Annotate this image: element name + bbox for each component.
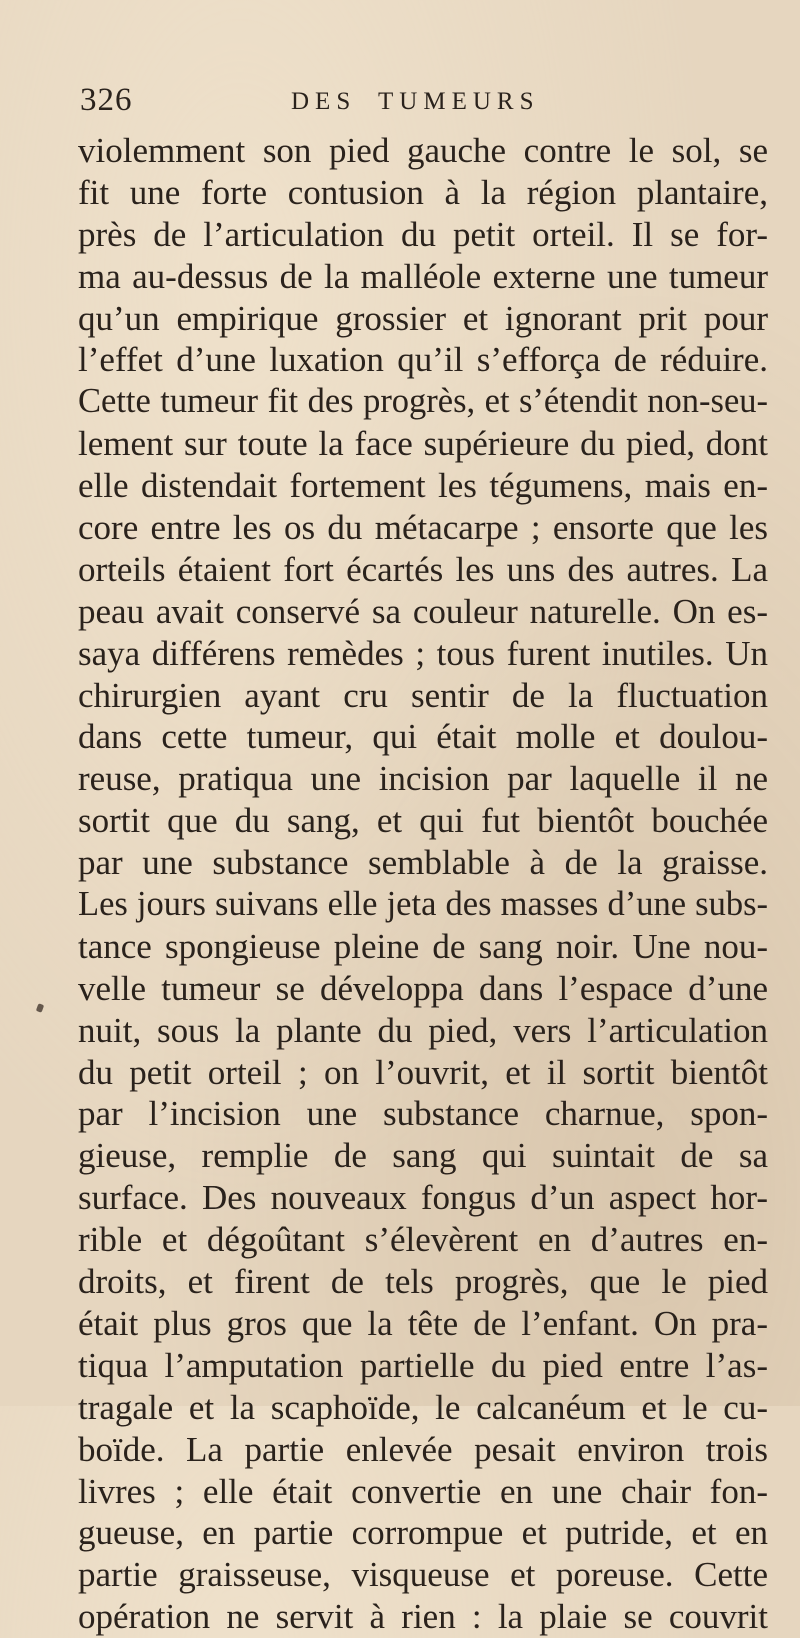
text-line: dans cette tumeur, qui était molle et doulou-: [78, 717, 768, 757]
text-line: peau avait conservé sa couleur naturelle. On es-: [78, 591, 768, 631]
text-line: livres ; elle était convertie en une chair fon-: [78, 1471, 768, 1511]
text-line: près de l’articulation du petit orteil. Il se for-: [78, 214, 768, 254]
text-line: du petit orteil ; on l’ouvrit, et il sortit bientôt: [78, 1052, 768, 1092]
text-line: chirurgien ayant cru sentir de la fluctuation: [78, 675, 768, 715]
text-line: core entre les os du métacarpe ; ensorte que les: [78, 508, 768, 548]
running-head: [80, 82, 780, 122]
text-line: surface. Des nouveaux fongus d’un aspect hor-: [78, 1178, 768, 1218]
text-line: boïde. La partie enlevée pesait environ trois: [78, 1429, 768, 1469]
margin-ink-mark: [36, 1003, 44, 1013]
text-line: tragale et la scaphoïde, le calcanéum et le cu-: [78, 1387, 768, 1427]
text-line: velle tumeur se développa dans l’espace d’une: [78, 968, 768, 1008]
text-line: lement sur toute la face supérieure du pied, dont: [78, 424, 768, 464]
text-line: tiqua l’amputation partielle du pied entre l’as-: [78, 1345, 768, 1385]
text-line: nuit, sous la plante du pied, vers l’articulation: [78, 1010, 768, 1050]
running-title: DES TUMEURS: [291, 88, 540, 115]
text-line: qu’un empirique grossier et ignorant prit pour: [78, 298, 768, 338]
text-line: tance spongieuse pleine de sang noir. Une nou-: [78, 926, 768, 966]
text-line: saya différens remèdes ; tous furent inutiles. Un: [78, 633, 768, 673]
text-line: sortit que du sang, et qui fut bientôt bouchée: [78, 801, 768, 841]
text-line: l’effet d’une luxation qu’il s’efforça de réduire.: [78, 340, 768, 380]
text-line: par l’incision une substance charnue, spon-: [78, 1094, 768, 1134]
text-line: était plus gros que la tête de l’enfant. On pra-: [78, 1303, 768, 1343]
text-line: ma au-dessus de la malléole externe une tumeur: [78, 256, 768, 296]
text-line: opération ne servit à rien : la plaie se couvrit: [78, 1597, 768, 1637]
text-line: gueuse, en partie corrompue et putride, et en: [78, 1513, 768, 1553]
text-line: violemment son pied gauche contre le sol, se: [78, 131, 768, 170]
text-line: orteils étaient fort écartés les uns des autres. La: [78, 549, 768, 589]
text-line: gieuse, remplie de sang qui suintait de sa: [78, 1136, 768, 1176]
text-line: Cette tumeur fit des progrès, et s’étendit non-seu-: [78, 382, 768, 421]
page-number: 326: [80, 82, 133, 118]
text-line: elle distendait fortement les tégumens, mais en-: [78, 466, 768, 506]
text-line: rible et dégoûtant s’élevèrent en d’autres en-: [78, 1220, 768, 1260]
text-line: fit une forte contusion à la région plantaire,: [78, 172, 768, 212]
text-line: partie graisseuse, visqueuse et poreuse. Cette: [78, 1555, 768, 1595]
text-line: Les jours suivans elle jeta des masses d’une subs-: [78, 885, 768, 924]
text-line: reuse, pratiqua une incision par laquelle il ne: [78, 759, 768, 799]
text-line: par une substance semblable à de la graisse.: [78, 843, 768, 883]
body-text: [78, 130, 768, 1638]
text-line: droits, et firent de tels progrès, que le pied: [78, 1262, 768, 1302]
